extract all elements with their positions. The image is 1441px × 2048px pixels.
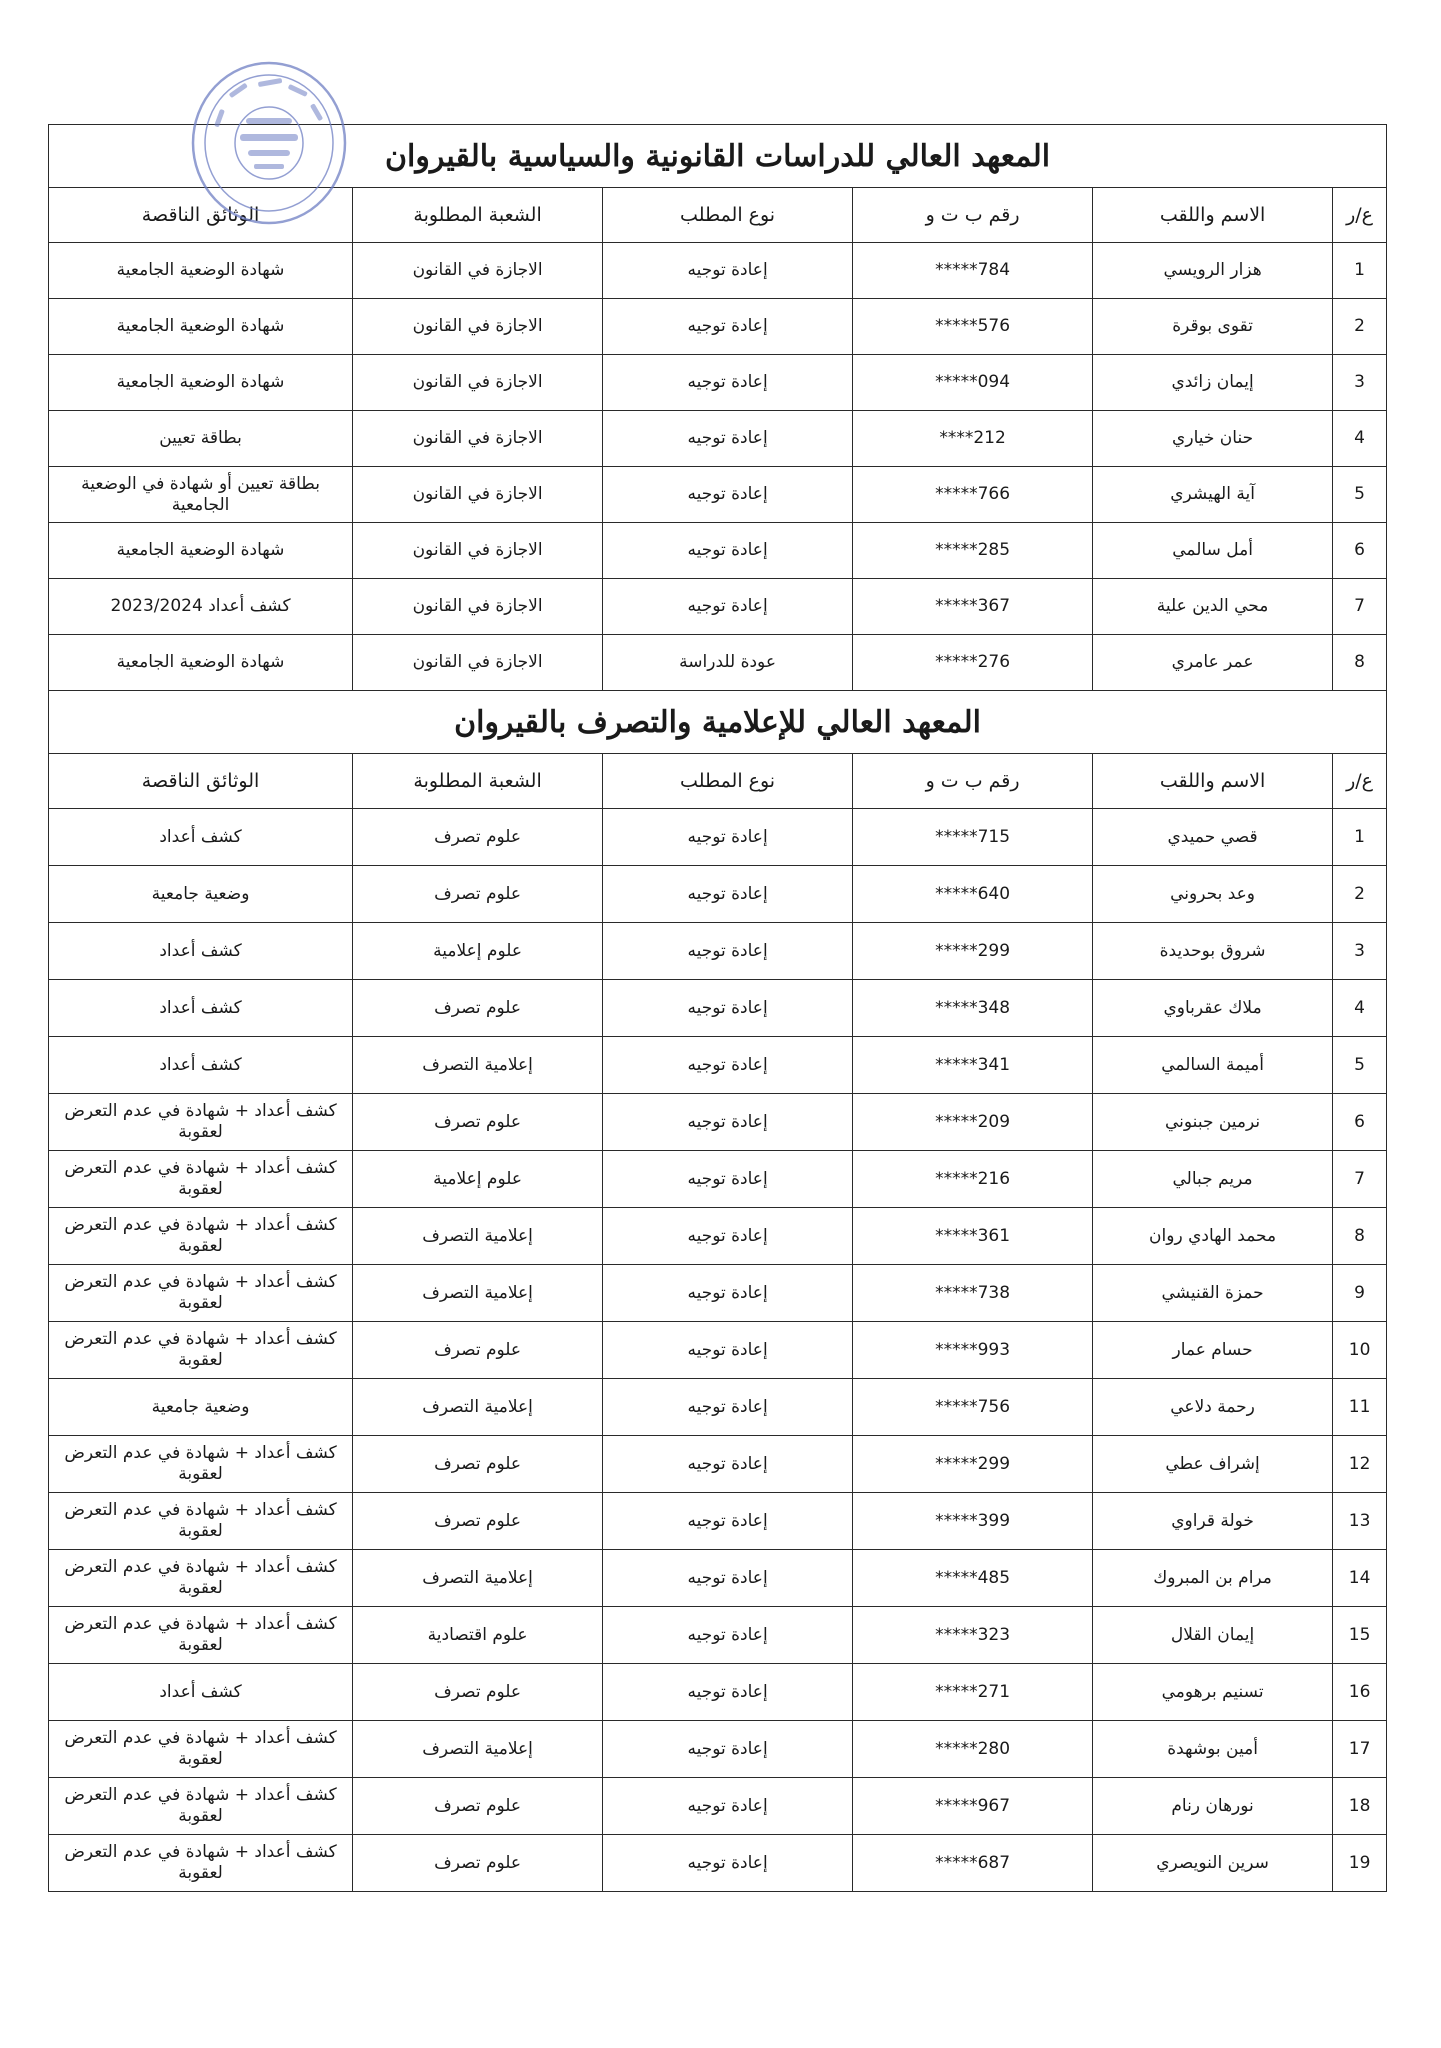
cell-branch: علوم إعلامية [353, 1151, 603, 1208]
cell-missing: شهادة الوضعية الجامعية [49, 523, 353, 579]
cell-idx: 16 [1333, 1664, 1387, 1721]
cell-name: ملاك عقرباوي [1093, 980, 1333, 1037]
column-header-branch: الشعبة المطلوبة [353, 754, 603, 809]
cell-branch: علوم تصرف [353, 1835, 603, 1892]
cell-name: حسام عمار [1093, 1322, 1333, 1379]
table-row [49, 1322, 1387, 1379]
cell-idx: 5 [1333, 1037, 1387, 1094]
table-row [49, 523, 1387, 579]
cell-name: تسنيم برهومي [1093, 1664, 1333, 1721]
cell-id: *****299 [853, 923, 1093, 980]
cell-branch: علوم تصرف [353, 1778, 603, 1835]
cell-branch: إعلامية التصرف [353, 1037, 603, 1094]
cell-missing: كشف أعداد + شهادة في عدم التعرض لعقوبة [49, 1721, 353, 1778]
cell-idx: 2 [1333, 299, 1387, 355]
table-row [49, 923, 1387, 980]
cell-id: *****271 [853, 1664, 1093, 1721]
cell-missing: كشف أعداد + شهادة في عدم التعرض لعقوبة [49, 1208, 353, 1265]
cell-request: إعادة توجيه [603, 523, 853, 579]
cell-name: محي الدين علية [1093, 579, 1333, 635]
cell-idx: 11 [1333, 1379, 1387, 1436]
cell-request: إعادة توجيه [603, 1037, 853, 1094]
cell-id: *****367 [853, 579, 1093, 635]
cell-branch: الاجازة في القانون [353, 579, 603, 635]
column-header-name: الاسم واللقب [1093, 754, 1333, 809]
cell-id: *****687 [853, 1835, 1093, 1892]
cell-branch: علوم تصرف [353, 1493, 603, 1550]
cell-branch: علوم إعلامية [353, 923, 603, 980]
cell-request: إعادة توجيه [603, 1151, 853, 1208]
cell-name: إيمان زائدي [1093, 355, 1333, 411]
cell-id: *****361 [853, 1208, 1093, 1265]
cell-missing: كشف أعداد + شهادة في عدم التعرض لعقوبة [49, 1151, 353, 1208]
cell-name: نورهان رنام [1093, 1778, 1333, 1835]
results-table [48, 124, 1387, 1892]
cell-branch: علوم تصرف [353, 809, 603, 866]
cell-idx: 15 [1333, 1607, 1387, 1664]
cell-request: إعادة توجيه [603, 1094, 853, 1151]
table-row [49, 1094, 1387, 1151]
table-row [49, 411, 1387, 467]
column-header-request: نوع المطلب [603, 754, 853, 809]
column-header-id: رقم ب ت و [853, 754, 1093, 809]
cell-missing: كشف أعداد + شهادة في عدم التعرض لعقوبة [49, 1835, 353, 1892]
table-row [49, 243, 1387, 299]
cell-name: أميمة السالمي [1093, 1037, 1333, 1094]
cell-name: تقوى بوقرة [1093, 299, 1333, 355]
cell-missing: كشف أعداد [49, 980, 353, 1037]
cell-request: إعادة توجيه [603, 243, 853, 299]
cell-missing: كشف أعداد [49, 1037, 353, 1094]
table-row [49, 1493, 1387, 1550]
cell-request: إعادة توجيه [603, 809, 853, 866]
cell-branch: الاجازة في القانون [353, 411, 603, 467]
institute2-title: المعهد العالي للإعلامية والتصرف بالقيروان [49, 691, 1387, 754]
cell-missing: وضعية جامعية [49, 1379, 353, 1436]
cell-missing: شهادة الوضعية الجامعية [49, 243, 353, 299]
table-row [49, 866, 1387, 923]
cell-idx: 7 [1333, 579, 1387, 635]
cell-request: إعادة توجيه [603, 411, 853, 467]
cell-branch: علوم تصرف [353, 980, 603, 1037]
cell-idx: 3 [1333, 923, 1387, 980]
cell-id: *****766 [853, 467, 1093, 523]
cell-name: آية الهيشري [1093, 467, 1333, 523]
cell-id: *****094 [853, 355, 1093, 411]
column-header-missing: الوثائق الناقصة [49, 754, 353, 809]
cell-idx: 12 [1333, 1436, 1387, 1493]
cell-name: قصي حميدي [1093, 809, 1333, 866]
table-row [49, 355, 1387, 411]
cell-name: نرمين جبنوني [1093, 1094, 1333, 1151]
table-row [49, 1664, 1387, 1721]
cell-idx: 2 [1333, 866, 1387, 923]
cell-id: *****399 [853, 1493, 1093, 1550]
cell-missing: كشف أعداد + شهادة في عدم التعرض لعقوبة [49, 1265, 353, 1322]
cell-request: إعادة توجيه [603, 1664, 853, 1721]
cell-missing: كشف أعداد + شهادة في عدم التعرض لعقوبة [49, 1607, 353, 1664]
cell-id: *****576 [853, 299, 1093, 355]
cell-request: إعادة توجيه [603, 1493, 853, 1550]
cell-missing: كشف أعداد + شهادة في عدم التعرض لعقوبة [49, 1493, 353, 1550]
cell-missing: كشف أعداد [49, 923, 353, 980]
cell-missing: كشف أعداد + شهادة في عدم التعرض لعقوبة [49, 1322, 353, 1379]
cell-request: إعادة توجيه [603, 980, 853, 1037]
cell-id: *****993 [853, 1322, 1093, 1379]
table-row [49, 1778, 1387, 1835]
cell-branch: علوم تصرف [353, 1322, 603, 1379]
cell-name: هزار الرويسي [1093, 243, 1333, 299]
table-row [49, 809, 1387, 866]
column-header-id: رقم ب ت و [853, 188, 1093, 243]
cell-branch: علوم تصرف [353, 1664, 603, 1721]
cell-branch: إعلامية التصرف [353, 1379, 603, 1436]
cell-name: مرام بن المبروك [1093, 1550, 1333, 1607]
cell-id: *****485 [853, 1550, 1093, 1607]
cell-request: إعادة توجيه [603, 1208, 853, 1265]
cell-name: خولة قراوي [1093, 1493, 1333, 1550]
cell-id: *****299 [853, 1436, 1093, 1493]
cell-idx: 13 [1333, 1493, 1387, 1550]
cell-branch: إعلامية التصرف [353, 1721, 603, 1778]
cell-request: إعادة توجيه [603, 1835, 853, 1892]
cell-branch: الاجازة في القانون [353, 467, 603, 523]
cell-branch: إعلامية التصرف [353, 1265, 603, 1322]
table-row [49, 299, 1387, 355]
cell-missing: بطاقة تعيين أو شهادة في الوضعية الجامعية [49, 467, 353, 523]
cell-request: إعادة توجيه [603, 923, 853, 980]
cell-request: إعادة توجيه [603, 1550, 853, 1607]
cell-idx: 10 [1333, 1322, 1387, 1379]
cell-request: إعادة توجيه [603, 1379, 853, 1436]
institute1-title: المعهد العالي للدراسات القانونية والسياسية بالقيروان [49, 125, 1387, 188]
column-header-branch: الشعبة المطلوبة [353, 188, 603, 243]
table-row [49, 1721, 1387, 1778]
cell-idx: 1 [1333, 809, 1387, 866]
table-row [49, 1607, 1387, 1664]
table-row [49, 1835, 1387, 1892]
results-table-body [49, 125, 1387, 1892]
cell-missing: كشف أعداد [49, 1664, 353, 1721]
cell-name: حنان خياري [1093, 411, 1333, 467]
cell-branch: الاجازة في القانون [353, 299, 603, 355]
cell-request: إعادة توجيه [603, 355, 853, 411]
cell-name: وعد بحروني [1093, 866, 1333, 923]
cell-branch: الاجازة في القانون [353, 523, 603, 579]
column-header-missing: الوثائق الناقصة [49, 188, 353, 243]
cell-branch: الاجازة في القانون [353, 635, 603, 691]
cell-id: *****784 [853, 243, 1093, 299]
table-row [49, 1151, 1387, 1208]
cell-id: *****280 [853, 1721, 1093, 1778]
cell-branch: علوم تصرف [353, 1094, 603, 1151]
cell-missing: شهادة الوضعية الجامعية [49, 299, 353, 355]
cell-name: أمل سالمي [1093, 523, 1333, 579]
table-row [49, 467, 1387, 523]
cell-missing: وضعية جامعية [49, 866, 353, 923]
cell-request: إعادة توجيه [603, 1265, 853, 1322]
cell-missing: كشف أعداد + شهادة في عدم التعرض لعقوبة [49, 1550, 353, 1607]
cell-id: *****285 [853, 523, 1093, 579]
cell-missing: كشف أعداد 2023/2024 [49, 579, 353, 635]
cell-idx: 8 [1333, 1208, 1387, 1265]
column-header-idx: ع/ر [1333, 188, 1387, 243]
column-header-request: نوع المطلب [603, 188, 853, 243]
table-row [49, 1037, 1387, 1094]
cell-idx: 8 [1333, 635, 1387, 691]
cell-request: إعادة توجيه [603, 579, 853, 635]
cell-name: حمزة القنيشي [1093, 1265, 1333, 1322]
cell-name: إيمان القلال [1093, 1607, 1333, 1664]
cell-id: *****967 [853, 1778, 1093, 1835]
cell-id: *****276 [853, 635, 1093, 691]
cell-branch: علوم تصرف [353, 1436, 603, 1493]
cell-missing: كشف أعداد + شهادة في عدم التعرض لعقوبة [49, 1436, 353, 1493]
cell-id: *****209 [853, 1094, 1093, 1151]
cell-missing: كشف أعداد + شهادة في عدم التعرض لعقوبة [49, 1094, 353, 1151]
cell-id: *****341 [853, 1037, 1093, 1094]
cell-request: إعادة توجيه [603, 467, 853, 523]
cell-missing: شهادة الوضعية الجامعية [49, 355, 353, 411]
cell-request: إعادة توجيه [603, 299, 853, 355]
cell-missing: بطاقة تعيين [49, 411, 353, 467]
cell-idx: 19 [1333, 1835, 1387, 1892]
cell-idx: 5 [1333, 467, 1387, 523]
document-sheet [48, 124, 1386, 1892]
cell-name: مريم جبالي [1093, 1151, 1333, 1208]
cell-branch: علوم تصرف [353, 866, 603, 923]
cell-idx: 4 [1333, 411, 1387, 467]
cell-idx: 1 [1333, 243, 1387, 299]
cell-missing: كشف أعداد [49, 809, 353, 866]
cell-branch: إعلامية التصرف [353, 1208, 603, 1265]
cell-branch: الاجازة في القانون [353, 243, 603, 299]
cell-id: ****212 [853, 411, 1093, 467]
table-row [49, 980, 1387, 1037]
cell-name: محمد الهادي روان [1093, 1208, 1333, 1265]
cell-idx: 7 [1333, 1151, 1387, 1208]
cell-idx: 6 [1333, 523, 1387, 579]
table-row [49, 1208, 1387, 1265]
column-header-idx: ع/ر [1333, 754, 1387, 809]
cell-request: إعادة توجيه [603, 1436, 853, 1493]
cell-name: أمين بوشهدة [1093, 1721, 1333, 1778]
cell-name: سرين النويصري [1093, 1835, 1333, 1892]
cell-branch: الاجازة في القانون [353, 355, 603, 411]
cell-request: عودة للدراسة [603, 635, 853, 691]
cell-name: عمر عامري [1093, 635, 1333, 691]
university-stamp [188, 58, 350, 228]
cell-name: رحمة دلاعي [1093, 1379, 1333, 1436]
cell-idx: 18 [1333, 1778, 1387, 1835]
cell-id: *****640 [853, 866, 1093, 923]
cell-request: إعادة توجيه [603, 866, 853, 923]
cell-request: إعادة توجيه [603, 1607, 853, 1664]
cell-idx: 4 [1333, 980, 1387, 1037]
table-row [49, 1379, 1387, 1436]
cell-branch: إعلامية التصرف [353, 1550, 603, 1607]
cell-name: إشراف عطي [1093, 1436, 1333, 1493]
cell-id: *****216 [853, 1151, 1093, 1208]
cell-idx: 3 [1333, 355, 1387, 411]
cell-name: شروق بوحديدة [1093, 923, 1333, 980]
cell-idx: 17 [1333, 1721, 1387, 1778]
table-row [49, 1265, 1387, 1322]
cell-missing: كشف أعداد + شهادة في عدم التعرض لعقوبة [49, 1778, 353, 1835]
cell-id: *****738 [853, 1265, 1093, 1322]
cell-missing: شهادة الوضعية الجامعية [49, 635, 353, 691]
cell-request: إعادة توجيه [603, 1721, 853, 1778]
table-row [49, 635, 1387, 691]
institute2-header-row [49, 754, 1387, 809]
table-row [49, 1550, 1387, 1607]
table-row [49, 1436, 1387, 1493]
cell-id: *****756 [853, 1379, 1093, 1436]
column-header-name: الاسم واللقب [1093, 188, 1333, 243]
cell-idx: 14 [1333, 1550, 1387, 1607]
cell-id: *****348 [853, 980, 1093, 1037]
cell-id: *****323 [853, 1607, 1093, 1664]
cell-request: إعادة توجيه [603, 1778, 853, 1835]
cell-branch: علوم اقتصادية [353, 1607, 603, 1664]
institute2-title-row [49, 691, 1387, 754]
cell-idx: 6 [1333, 1094, 1387, 1151]
cell-id: *****715 [853, 809, 1093, 866]
cell-idx: 9 [1333, 1265, 1387, 1322]
table-row [49, 579, 1387, 635]
cell-request: إعادة توجيه [603, 1322, 853, 1379]
